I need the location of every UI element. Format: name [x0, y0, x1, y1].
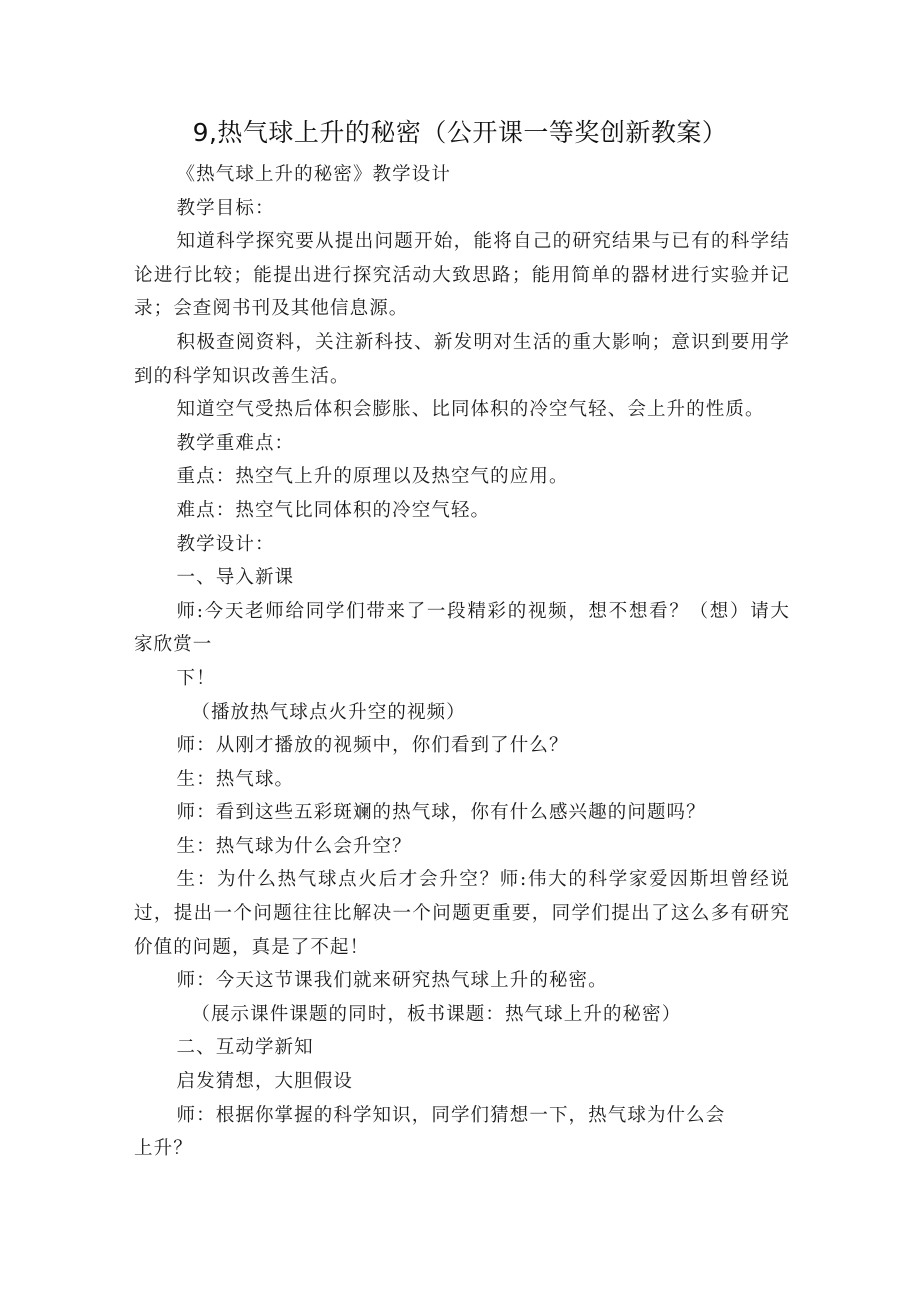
paragraph-teaching-design-heading: 教学设计：: [176, 533, 275, 555]
paragraph-difficult-point: 难点：热空气比同体积的冷空气轻。: [176, 499, 491, 521]
paragraph-teacher-question-1: 师：从刚才播放的视频中，你们看到了什么？: [176, 735, 569, 757]
paragraph-section-1-heading: 一、导入新课: [176, 567, 295, 589]
paragraph-student-answer-2: 生：热气球为什么会升空？: [176, 835, 412, 857]
paragraph-guess-heading: 启发猜想，大胆假设: [176, 1071, 353, 1093]
paragraph-video-note: （播放热气球点火升空的视频）: [191, 701, 466, 723]
document-body: [134, 158, 790, 1166]
paragraph-objectives-heading: 教学目标：: [176, 197, 275, 219]
paragraph-student-answer-1: 生：热气球。: [176, 768, 295, 790]
paragraph-teacher-intro: 师:今天老师给同学们带来了一段精彩的视频，想不想看？（想）请大家欣赏一: [134, 600, 790, 656]
paragraph-teacher-intro-cont: 下！: [176, 667, 216, 689]
paragraph-design-heading: 《热气球上升的秘密》教学设计: [176, 164, 451, 185]
paragraph-teacher-question-2: 师：看到这些五彩斑斓的热气球，你有什么感兴趣的问题吗？: [176, 802, 706, 824]
paragraph-objective-1: 知道科学探究要从提出问题开始，能将自己的研究结果与已有的科学结论进行比较；能提出进行探究活动大致思路；能用简单的器材进行实验并记录；会查阅书刊及其他信息源。: [134, 231, 790, 320]
paragraph-objective-3: 知道空气受热后体积会膨胀、比同体积的冷空气轻、会上升的性质。: [176, 399, 765, 421]
paragraph-objective-2: 积极查阅资料，关注新科技、新发明对生活的重大影响；意识到要用学到的科学知识改善生活。: [134, 331, 790, 387]
paragraph-student-answer-3: 生：为什么热气球点火后才会升空？师:伟大的科学家爱因斯坦曾经说过，提出一个问题往往比解决一个问题更重要，同学们提出了这么多有研究价值的问题，真是了不起！: [134, 869, 790, 958]
paragraph-section-2-heading: 二、互动学新知: [176, 1037, 314, 1059]
paragraph-board-note: （展示课件课题的同时，板书课题：热气球上升的秘密）: [191, 1003, 682, 1025]
paragraph-key-points-heading: 教学重难点：: [176, 432, 295, 454]
paragraph-key-point: 重点：热空气上升的原理以及热空气的应用。: [176, 466, 569, 488]
paragraph-teacher-guess: 师：根据你掌握的科学知识，同学们猜想一下，热气球为什么会: [176, 1104, 726, 1126]
paragraph-teacher-topic: 师：今天这节课我们就来研究热气球上升的秘密。: [176, 970, 608, 992]
document-title: 9,热气球上升的秘密（公开课一等奖创新教案）: [192, 118, 728, 147]
paragraph-teacher-guess-cont: 上升？: [134, 1138, 193, 1160]
